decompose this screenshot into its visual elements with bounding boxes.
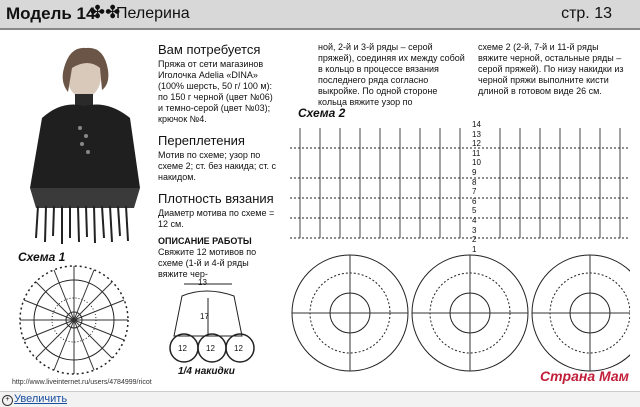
zoom-link[interactable]: Увеличить [14,393,68,405]
schema2-label: Схема 2 [298,106,346,120]
description-text: Свяжите 12 мотивов по схеме (1-й и 4-й ряды вяжите чер- [158,247,257,279]
watermark: Страна Мам [540,368,630,384]
weaves-heading: Переплетения [158,133,245,148]
materials-section [158,42,278,125]
zoom-bar [0,391,640,407]
model-title: Модель 14 [6,4,96,23]
pattern-circle-number-2: 12 [206,344,215,353]
row-number: 9 [472,167,477,177]
schema2-columns [300,128,620,238]
pattern-side-number: 17 [200,312,209,321]
column4-text: схеме 2 (2-й, 7-й и 11-й ряды вяжите черной, остальные ряды – серой пряжей). По низу накидки из черной пряжи выполните кисти длиной в готовом виде 26 см. [478,42,624,96]
photo-illustration [22,38,150,248]
model-name: Пелерина [116,5,190,22]
row-numbers [472,120,492,254]
row-number: 7 [472,187,477,197]
materials-text: Пряжа от сети магазинов Иголочка Adelia «DINA» (100% шерсть, 50 г/ 100 м): по 150 г черной (цвет №06) и темно-серой (цвет №03); крючок №4. [158,59,273,124]
row-number: 5 [472,206,477,216]
pattern-circle-number-1: 12 [178,344,187,353]
pattern-circle-number-3: 12 [234,344,243,353]
pattern-caption: 1/4 накидки [178,366,235,377]
density-text: Диаметр мотива по схеме = 12 см. [158,208,275,229]
schema2-diagram [290,118,630,388]
row-number: 1 [472,244,477,254]
ornament-icon: ✤✤ [90,2,121,22]
row-number: 2 [472,235,477,245]
description-section [158,236,278,280]
row-number: 8 [472,177,477,187]
text-column-3 [318,42,468,108]
column3-text: ной, 2-й и 3-й ряды – серой пряжей), соединяя их между собой в кольцо в процессе вязания последнего ряда согласно выкройке. По одной стороне кольца вяжите узор по [318,42,465,107]
text-column-4 [478,42,628,97]
row-number: 3 [472,225,477,235]
weaves-section [158,133,278,183]
density-section [158,191,278,230]
row-number: 4 [472,215,477,225]
quarter-pattern-diagram [160,278,260,378]
row-number: 10 [472,158,481,168]
schema1-label: Схема 1 [18,250,66,264]
row-number: 14 [472,120,481,129]
text-column-2 [158,42,278,280]
description-heading: ОПИСАНИЕ РАБОТЫ [158,236,252,246]
page-header [0,0,640,30]
row-number: 6 [472,196,477,206]
weaves-text: Мотив по схеме; узор по схеме 2; ст. без накида; ст. с накидом. [158,150,277,182]
density-heading: Плотность вязания [158,191,274,206]
schema1-diagram [2,262,142,382]
pattern-top-number: 13 [198,278,207,287]
model-photo [22,38,150,248]
row-number: 12 [472,139,481,149]
row-number: 13 [472,129,481,139]
row-number: 11 [472,148,481,158]
source-url: http://www.liveinternet.ru/users/4784999/ricot [12,379,152,386]
schema2-spokes [292,255,630,371]
zoom-icon[interactable]: + [2,395,13,406]
materials-heading: Вам потребуется [158,42,261,57]
page-number: стр. 13 [561,5,612,22]
